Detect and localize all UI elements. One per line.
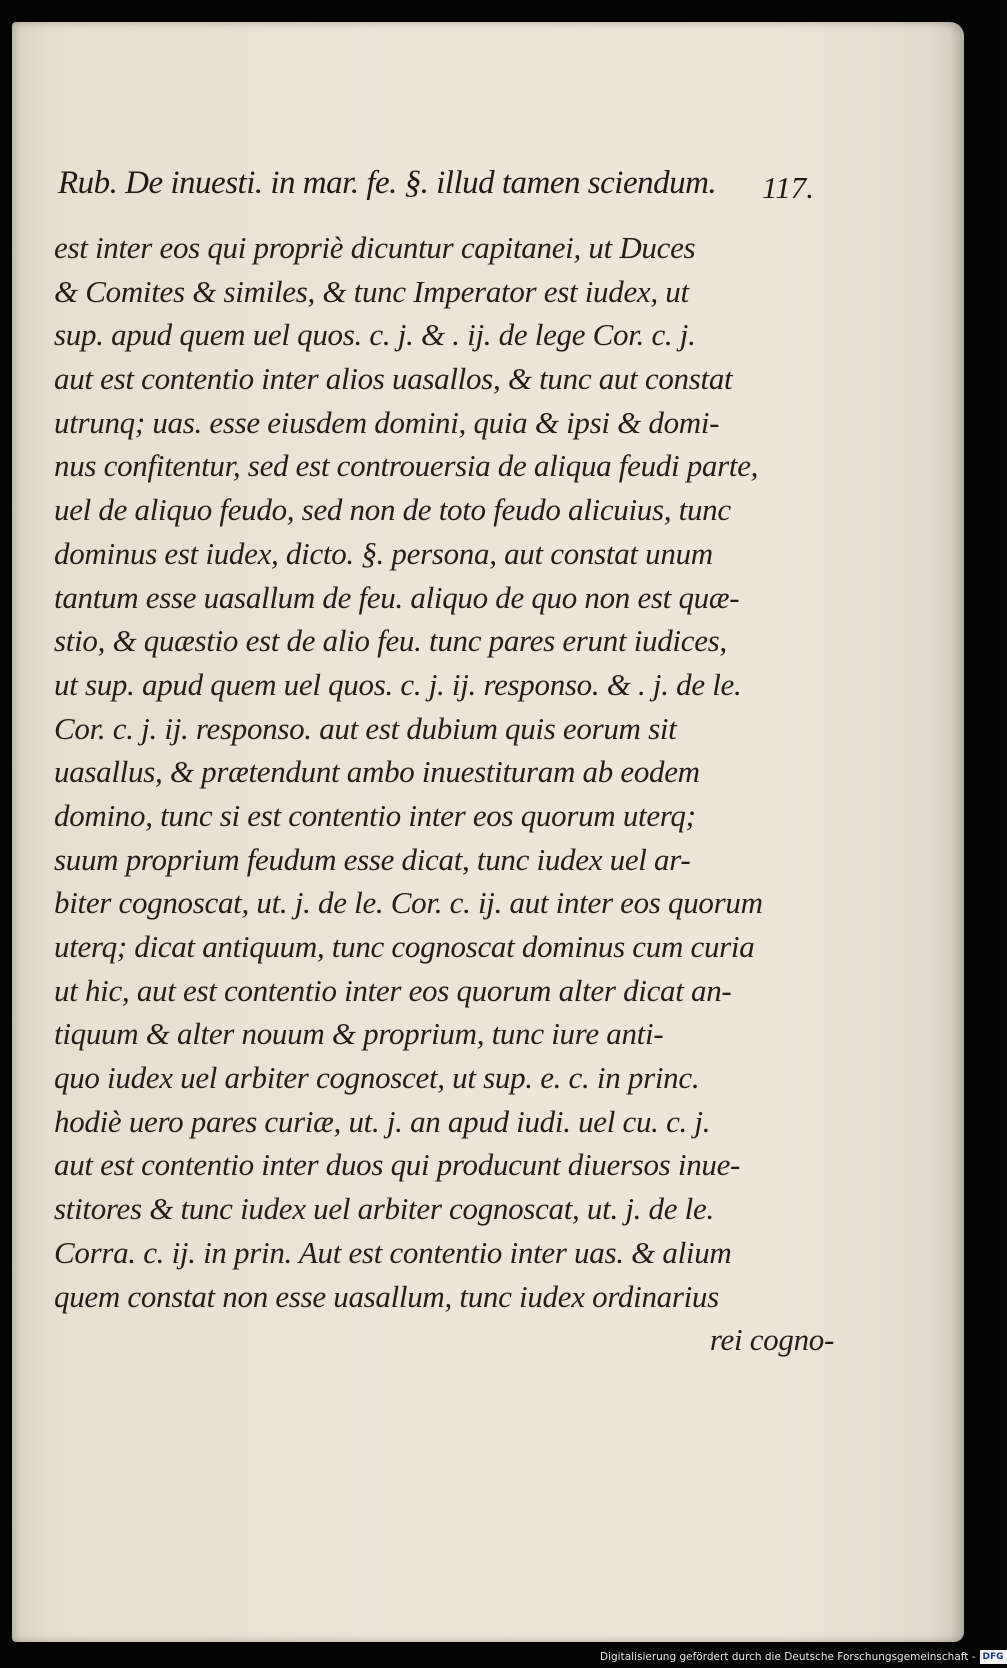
text-line: hodiè uero pares curiæ, ut. j. an apud iudi. uel cu. c. j.	[54, 1103, 711, 1139]
digitization-footer	[600, 1648, 1007, 1666]
text-line: Cor. c. j. ij. responso. aut est dubium quis eorum sit	[54, 710, 677, 746]
text-line: Corra. c. ij. in prin. Aut est contentio inter uas. & alium	[54, 1234, 732, 1270]
text-line: & Comites & similes, & tunc Imperator est iudex, ut	[54, 273, 689, 309]
text-line: nus confitentur, sed est controuersia de aliqua feudi parte,	[54, 448, 759, 484]
text-line: sup. apud quem uel quos. c. j. & . ij. de lege Cor. c. j.	[54, 317, 696, 353]
text-line: dominus est iudex, dicto. §. persona, aut constat unum	[54, 535, 713, 571]
text-line: suum proprium feudum esse dicat, tunc iudex uel ar-	[54, 841, 691, 877]
dfg-logo: DFG	[980, 1650, 1007, 1664]
text-line: utrunq; uas. esse eiusdem domini, quia & ipsi & domi-	[54, 404, 720, 440]
text-line: uel de aliquo feudo, sed non de toto feudo alicuius, tunc	[54, 492, 731, 528]
text-body	[54, 226, 834, 1362]
text-line: stitores & tunc iudex uel arbiter cognoscat, ut. j. de le.	[54, 1191, 714, 1227]
text-line: uterq; dicat antiquum, tunc cognoscat dominus cum curia	[54, 929, 755, 964]
catchword: rei cogno-	[709, 1322, 834, 1358]
book-page	[12, 22, 964, 1642]
footer-credit: Digitalisierung gefördert durch die Deutsche Forschungsgemeinschaft -	[600, 1651, 976, 1663]
text-line: uasallus, & prætendunt ambo inuestituram ab eodem	[54, 754, 700, 790]
text-line: aut est contentio inter duos qui producunt diuersos inue-	[54, 1147, 741, 1183]
text-line: domino, tunc si est contentio inter eos quorum uterq;	[54, 797, 696, 833]
text-line: quem constat non esse uasallum, tunc iudex ordinarius	[54, 1278, 719, 1314]
text-line: ut sup. apud quem uel quos. c. j. ij. responso. & . j. de le.	[54, 666, 742, 702]
text-line: est inter eos qui propriè dicuntur capitanei, ut Duces	[54, 230, 696, 265]
text-line: biter cognoscat, ut. j. de le. Cor. c. ij. aut inter eos quorum	[54, 885, 763, 921]
text-line: stio, & quæstio est de alio feu. tunc pares erunt iudices,	[54, 623, 727, 659]
text-line: aut est contentio inter alios uasallos, & tunc aut constat	[54, 361, 733, 397]
text-line: tantum esse uasallum de feu. aliquo de quo non est quæ-	[54, 579, 740, 615]
text-line: quo iudex uel arbiter cognoscet, ut sup. e. c. in princ.	[54, 1060, 700, 1096]
page-number: 117.	[762, 170, 814, 205]
text-line: ut hic, aut est contentio inter eos quorum alter dicat an-	[54, 972, 732, 1008]
header-title: Rub. De inuesti. in mar. fe. §. illud tamen sciendum.	[58, 165, 717, 201]
text-line: tiquum & alter nouum & proprium, tunc iure anti-	[54, 1016, 664, 1052]
running-header	[58, 165, 838, 209]
